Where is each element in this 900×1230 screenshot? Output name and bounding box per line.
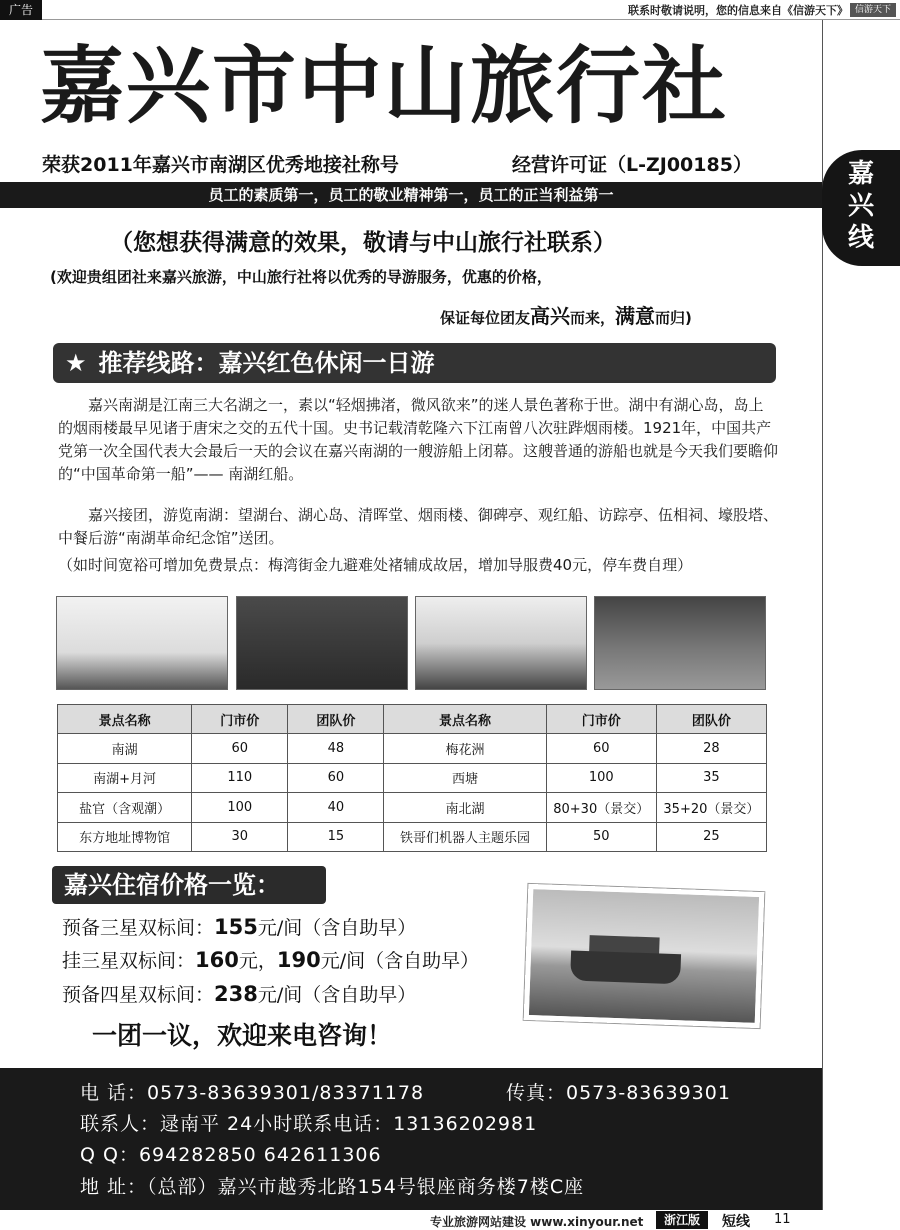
table-cell: 铁哥们机器人主题乐园 [384,822,546,852]
hotel-price-line [62,946,479,973]
pagoda-photo [56,596,228,690]
magazine-logo: 信游天下 [850,3,896,17]
table-header-row [58,705,767,734]
hotel-room-type: 挂三星双标间： [62,950,196,972]
top-notice: 联系时敬请说明，您的信息来自《信游天下》 [628,4,848,17]
table-header: 门市价 [546,705,656,734]
table-cell: 南北湖 [384,793,546,823]
consult-slogan: 一团一议，欢迎来电咨询！ [92,1021,393,1050]
motto-bar: 员工的素质第一，员工的敬业精神第一，员工的正当利益第一 [0,182,822,208]
contact-person: 联系人：逯南平 24小时联系电话：13136202981 [80,1113,538,1135]
table-cell: 南湖+月河 [58,763,192,793]
itinerary-paragraph: 嘉兴接团，游览南湖：望湖台、湖心岛、清晖堂、烟雨楼、御碑亭、观红船、访踪亭、伍相祠、壕股塔、中餐后游“南湖革命纪念馆”送团。 [58,506,779,547]
red-boat-photo [524,884,765,1028]
table-header: 团队价 [288,705,384,734]
table-header: 门市价 [192,705,288,734]
contact-fax: 传真：0573-83639301 [506,1082,731,1104]
intro-paragraph: 嘉兴南湖是江南三大名湖之一，素以“轻烟拂渚，微风欲来”的迷人景色著称于世。湖中有湖心岛，岛上的烟雨楼最早见诸于唐宋之交的五代十国。史书记载清乾隆六下江南曾八次驻跸烟雨楼。1921年，中国共产党第一次全国代表大会最后一天的会议在嘉兴南湖的一艘游船上闭幕。这艘普通的游船也就是今天我们要瞻仰的“中国革命第一船”—— 南湖红船。 [58,396,779,483]
hotel-unit: 元/间（含自助早） [257,917,417,939]
hotel-price-line [62,980,416,1007]
hotel-unit-mid: 元， [238,950,277,972]
boat-hull-shape [570,950,681,984]
welcome-satisfied: 满意 [615,304,656,328]
table-row [58,734,767,764]
table-cell: 48 [288,734,384,764]
page-footer [0,1210,900,1230]
hotel-price-line [62,913,416,940]
table-row [58,763,767,793]
agency-title: 嘉兴市中山旅行社 [40,37,729,135]
footer-site: 专业旅游网站建设 www.xinyour.net [430,1215,644,1229]
contact-panel [0,1068,822,1210]
hotel-room-type: 预备三星双标间： [62,917,215,939]
footer-edition-badge: 浙江版 [656,1211,708,1229]
welcome-a: 保证每位团友 [440,309,531,327]
table-cell: 15 [288,822,384,852]
hotel-price: 238 [214,982,258,1006]
welcome-happy: 高兴 [530,304,571,328]
pavilion-photo [415,596,587,690]
table-cell: 南湖 [58,734,192,764]
top-bar [0,0,900,20]
table-cell: 35 [656,763,766,793]
hotel-price: 160 [195,948,239,972]
page-number: 11 [774,1212,791,1227]
table-cell: 28 [656,734,766,764]
table-header: 景点名称 [58,705,192,734]
ad-label: 广告 [0,0,42,20]
appeal-text: （您想获得满意的效果，敬请与中山旅行社联系） [110,230,616,256]
table-cell: 60 [288,763,384,793]
star-icon: ★ [65,349,87,377]
table-cell: 50 [546,822,656,852]
welcome-e: 而归) [655,309,692,327]
contact-address: 地 址：（总部）嘉兴市越秀北路154号银座商务楼7楼C座 [80,1176,585,1198]
welcome-line-2 [440,300,692,329]
table-cell: 60 [546,734,656,764]
table-header: 景点名称 [384,705,546,734]
hotel-room-type: 预备四星双标间： [62,984,215,1006]
welcome-c: 而来， [570,309,616,327]
table-cell: 100 [546,763,656,793]
license-number: 经营许可证（L-ZJ00185） [512,154,752,176]
route-banner [53,343,776,383]
route-title: 推荐线路：嘉兴红色休闲一日游 [98,349,435,377]
table-header: 团队价 [656,705,766,734]
hotel-banner: 嘉兴住宿价格一览： [52,866,326,904]
welcome-line-1: (欢迎贵组团社来嘉兴旅游，中山旅行社将以优秀的导游服务，优惠的价格， [50,268,552,286]
table-cell: 110 [192,763,288,793]
extra-note: （如时间宽裕可增加免费景点：梅湾街金九避难处褚辅成故居，增加导服费40元，停车费自理） [58,556,693,574]
honor-text: 荣获2011年嘉兴市南湖区优秀地接社称号 [42,154,399,176]
table-row [58,793,767,823]
side-tab-label: 嘉兴线 [847,159,874,253]
hotel-price-2: 190 [276,948,321,972]
table-cell: 35+20（景交） [656,793,766,823]
hotel-unit: 元/间（含自助早） [257,984,417,1006]
table-cell: 东方地址博物馆 [58,822,192,852]
museum-statues-photo [236,596,408,690]
table-cell: 25 [656,822,766,852]
contact-phone: 电 话：0573-83639301/83371178 [80,1082,425,1104]
table-cell: 西塘 [384,763,546,793]
contact-qq: Q Q：694282850 642611306 [80,1144,382,1166]
table-cell: 盐官（含观潮） [58,793,192,823]
table-cell: 40 [288,793,384,823]
hotel-unit: 元/间（含自助早） [320,950,480,972]
table-cell: 梅花洲 [384,734,546,764]
side-tab [822,150,900,266]
yanyu-tower-photo [594,596,766,690]
table-cell: 100 [192,793,288,823]
hotel-price: 155 [214,915,258,939]
footer-section: 短线 [722,1214,750,1230]
table-row [58,822,767,852]
table-cell: 60 [192,734,288,764]
table-cell: 30 [192,822,288,852]
ticket-price-table [57,704,767,852]
table-cell: 80+30（景交） [546,793,656,823]
